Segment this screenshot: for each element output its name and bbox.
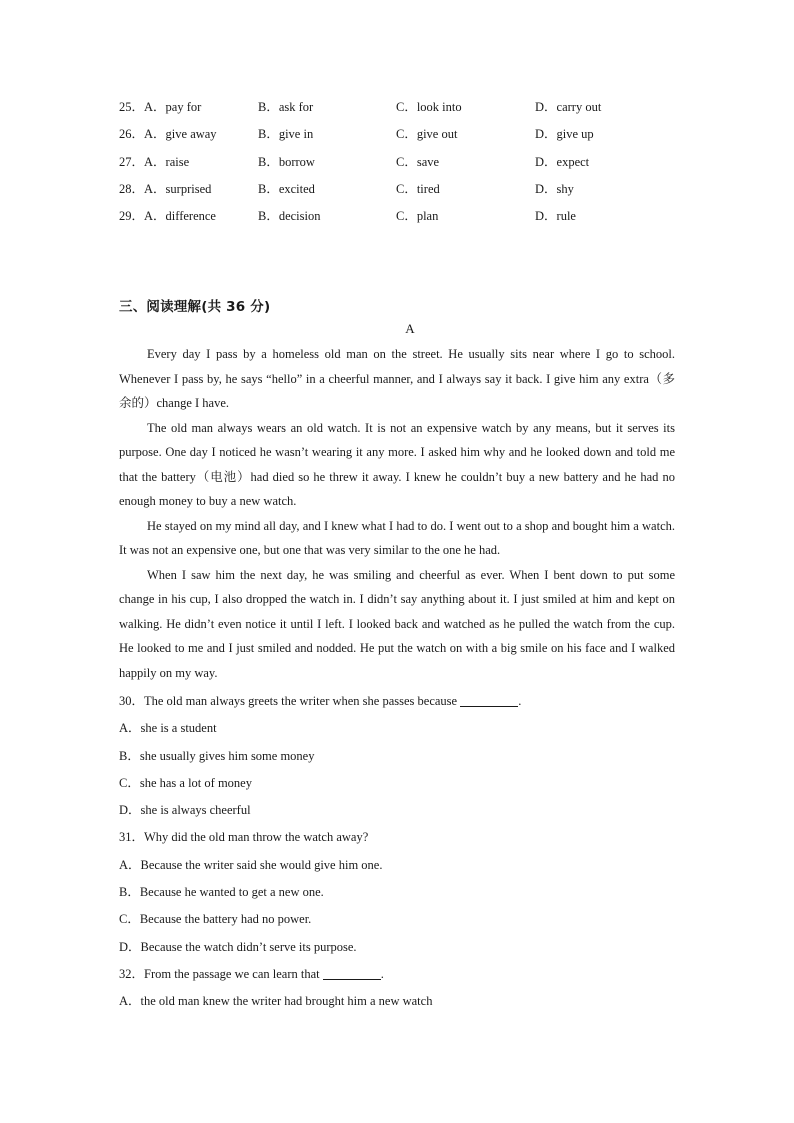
question-number: 29． bbox=[119, 209, 145, 224]
option-b: B．borrow bbox=[258, 154, 315, 169]
option-row bbox=[119, 149, 679, 176]
answer-choice: D．she is always cheerful bbox=[119, 803, 251, 818]
option-c: C．tired bbox=[396, 181, 440, 196]
reading-passage bbox=[119, 342, 675, 685]
question-stem: 30．The old man always greets the writer when she passes because . bbox=[119, 694, 522, 708]
option-row bbox=[119, 121, 679, 148]
question-number: 27． bbox=[119, 154, 145, 169]
passage-label: A bbox=[405, 321, 415, 336]
answer-blank bbox=[460, 692, 518, 707]
option-row bbox=[119, 176, 679, 203]
passage-paragraph: Every day I pass by a homeless old man on the street. He usually sits near where I go to school. Whenever I pass by, he says “hello” in a cheerful manner, and I always say it back. I give him any extra（多余的）change I have. bbox=[119, 347, 675, 410]
option-c: C．plan bbox=[396, 209, 439, 224]
option-row bbox=[119, 94, 679, 121]
passage-paragraph: When I saw him the next day, he was smiling and cheerful as ever. When I bent down to put some change in his cup, I also dropped the watch in. I didn’t say anything about it. I just smiled at him and kept on walking. He didn’t even notice it until I left. I looked back and watched as he pulled the watch from the cup. He looked to me and I just smiled and nodded. He put the watch on with a big smile on his face and I walked happily on my way. bbox=[119, 567, 675, 680]
option-c: C．look into bbox=[396, 100, 462, 114]
answer-choice: B．she usually gives him some money bbox=[119, 748, 315, 763]
question-number: 28． bbox=[119, 181, 145, 196]
answer-choice: A．Because the writer said she would give him one. bbox=[119, 857, 383, 872]
passage-paragraph: The old man always wears an old watch. It is not an expensive watch by any means, but it serves its purpose. One day I noticed he wasn’t wearing it any more. I asked him why and he looked down and told me that the battery（电池）had died so he threw it away. I knew he couldn’t buy a new battery and he had no enough money to buy a new watch. bbox=[119, 420, 675, 508]
question-stem: 31．Why did the old man throw the watch away? bbox=[119, 830, 369, 845]
option-a: 26．A．give away bbox=[119, 127, 217, 142]
option-d: D．expect bbox=[535, 154, 590, 169]
question-number: 25． bbox=[119, 100, 145, 114]
option-row bbox=[119, 203, 679, 230]
option-a: 25．A．pay for bbox=[119, 100, 202, 114]
option-a: 28．A．surprised bbox=[119, 181, 212, 196]
option-d: D．carry out bbox=[535, 100, 602, 114]
answer-choice: B．Because he wanted to get a new one. bbox=[119, 885, 324, 900]
answer-choice: A．she is a student bbox=[119, 721, 217, 736]
option-b: B．excited bbox=[258, 181, 315, 196]
option-b: B．give in bbox=[258, 127, 314, 142]
option-d: D．give up bbox=[535, 127, 594, 142]
option-c: C．give out bbox=[396, 127, 458, 142]
question-stem: 32．From the passage we can learn that . bbox=[119, 966, 384, 981]
cloze-options-table bbox=[119, 94, 679, 230]
passage-paragraph: He stayed on my mind all day, and I knew what I had to do. I went out to a shop and bought him a watch. It was not an expensive one, but one that was very similar to the one he had. bbox=[119, 518, 675, 557]
question-list bbox=[119, 688, 679, 1016]
answer-blank bbox=[323, 965, 381, 980]
option-b: B．ask for bbox=[258, 100, 314, 114]
answer-choice: C．Because the battery had no power. bbox=[119, 912, 312, 927]
option-d: D．shy bbox=[535, 181, 574, 196]
option-d: D．rule bbox=[535, 209, 576, 224]
answer-choice: D．Because the watch didn’t serve its purpose. bbox=[119, 939, 357, 954]
option-a: 29．A．difference bbox=[119, 209, 216, 224]
answer-choice: A．the old man knew the writer had brought him a new watch bbox=[119, 994, 433, 1009]
option-a: 27．A．raise bbox=[119, 154, 190, 169]
option-b: B．decision bbox=[258, 209, 321, 224]
answer-choice: C．she has a lot of money bbox=[119, 775, 252, 790]
section-heading: 三、阅读理解(共 36 分) bbox=[119, 299, 271, 315]
option-c: C．save bbox=[396, 154, 440, 169]
question-number: 26． bbox=[119, 127, 145, 142]
